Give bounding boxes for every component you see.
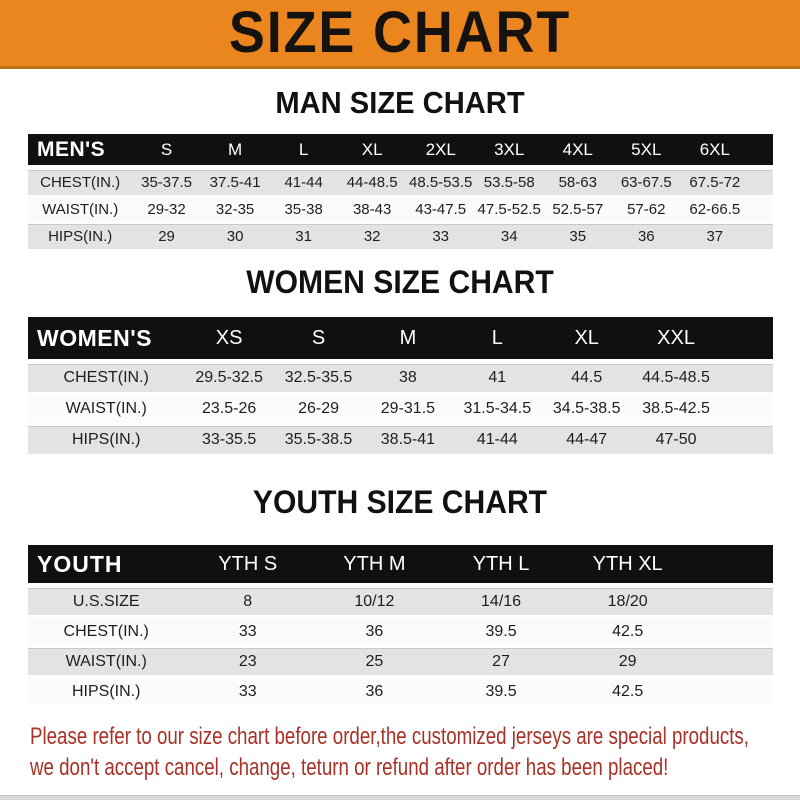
table-header-row xyxy=(28,317,773,359)
size-value-cell: 37.5-41 xyxy=(209,174,261,191)
measurement-label: CHEST(IN.) xyxy=(40,174,121,191)
size-value-cell: 35.5-38.5 xyxy=(284,431,353,448)
size-value-cell: 41 xyxy=(488,369,507,386)
size-value-cell: 67.5-72 xyxy=(689,174,741,191)
size-column-header: 6XL xyxy=(699,139,730,159)
table-title-cell: YOUTH xyxy=(37,550,123,577)
table-row xyxy=(28,648,773,675)
measurement-label: WAIST(IN.) xyxy=(65,652,147,670)
size-value-cell: 33-35.5 xyxy=(202,431,257,448)
size-value-cell: 38.5-42.5 xyxy=(642,400,710,417)
measurement-label: CHEST(IN.) xyxy=(63,622,149,640)
size-value-cell: 34 xyxy=(500,228,518,245)
section-men xyxy=(0,69,800,251)
table-row xyxy=(28,426,773,454)
size-value-cell: 31.5-34.5 xyxy=(463,400,532,417)
size-value-cell: 39.5 xyxy=(485,682,517,700)
size-column-header: S xyxy=(311,326,326,349)
size-value-cell: 58-63 xyxy=(558,174,597,191)
size-value-cell: 38 xyxy=(399,369,417,386)
size-value-cell: 44.5-48.5 xyxy=(642,369,710,386)
notice-line-2: we don't accept cancel, change, teturn or refund after order has been placed! xyxy=(30,754,669,781)
size-value-cell: 62-66.5 xyxy=(689,201,741,218)
banner-title: SIZE CHART xyxy=(228,0,572,65)
size-value-cell: 35 xyxy=(569,228,587,245)
size-value-cell: 31 xyxy=(295,228,312,245)
size-value-cell: 38.5-41 xyxy=(380,431,436,448)
measurement-label: U.S.SIZE xyxy=(72,592,140,610)
size-value-cell: 35-37.5 xyxy=(141,174,192,191)
size-value-cell: 41-44 xyxy=(284,174,323,191)
size-value-cell: 27 xyxy=(492,652,510,670)
size-value-cell: 41-44 xyxy=(476,431,518,448)
size-value-cell: 29-31.5 xyxy=(380,400,436,417)
table-row xyxy=(28,364,773,392)
size-value-cell: 32-35 xyxy=(215,201,255,218)
size-value-cell: 44-47 xyxy=(566,431,608,448)
size-column-header: YTH XL xyxy=(592,552,663,575)
size-value-cell: 36 xyxy=(637,228,655,245)
size-value-cell: 36 xyxy=(365,622,384,640)
notice-line-1: Please refer to our size chart before order,the customized jerseys are special products, xyxy=(30,723,750,750)
size-value-cell: 43-47.5 xyxy=(415,201,467,218)
size-value-cell: 14/16 xyxy=(481,592,522,610)
table-row xyxy=(28,197,773,222)
size-column-header: L xyxy=(298,139,309,159)
table-row xyxy=(28,618,773,645)
measurement-label: CHEST(IN.) xyxy=(63,369,149,386)
size-value-cell: 29 xyxy=(618,652,637,670)
men-section-heading: MAN SIZE CHART xyxy=(275,85,525,120)
size-value-cell: 37 xyxy=(706,228,724,245)
size-value-cell: 26-29 xyxy=(298,400,339,417)
section-women xyxy=(0,251,800,457)
table-row xyxy=(28,395,773,423)
size-column-header: 3XL xyxy=(494,139,525,159)
measurement-label: HIPS(IN.) xyxy=(71,682,141,700)
table-row xyxy=(28,678,773,705)
size-value-cell: 47-50 xyxy=(655,431,697,448)
size-value-cell: 53.5-58 xyxy=(483,174,535,191)
size-value-cell: 38-43 xyxy=(352,201,392,218)
bottom-edge-bar xyxy=(0,795,800,800)
size-value-cell: 42.5 xyxy=(612,682,644,700)
size-column-header: 5XL xyxy=(631,139,662,159)
size-column-header: XL xyxy=(361,139,383,159)
size-column-header: S xyxy=(160,139,173,159)
measurement-label: HIPS(IN.) xyxy=(48,228,113,245)
size-column-header: YTH S xyxy=(218,552,278,575)
size-value-cell: 29 xyxy=(158,228,175,245)
measurement-label: WAIST(IN.) xyxy=(65,400,147,417)
size-value-cell: 48.5-53.5 xyxy=(408,174,473,191)
size-value-cell: 33 xyxy=(238,682,257,700)
footer-notice xyxy=(30,721,800,783)
banner xyxy=(0,0,800,69)
size-column-header: YTH M xyxy=(343,552,406,575)
table-row xyxy=(28,224,773,249)
size-column-header: M xyxy=(399,326,417,349)
table-header-row xyxy=(28,134,773,165)
size-value-cell: 23.5-26 xyxy=(202,400,257,417)
size-value-cell: 52.5-57 xyxy=(552,201,604,218)
size-column-header: XXL xyxy=(657,326,695,349)
size-value-cell: 44-48.5 xyxy=(346,174,398,191)
measurement-label: WAIST(IN.) xyxy=(42,201,119,218)
size-value-cell: 44.5 xyxy=(571,369,603,386)
youth-section-heading: YOUTH SIZE CHART xyxy=(252,484,548,520)
table-header-row xyxy=(28,545,773,583)
table-title-cell: MEN'S xyxy=(37,137,106,161)
size-value-cell: 25 xyxy=(365,652,384,670)
size-value-cell: 29-32 xyxy=(147,201,186,218)
size-value-cell: 34.5-38.5 xyxy=(552,400,621,417)
size-value-cell: 29.5-32.5 xyxy=(195,369,263,386)
size-value-cell: 35-38 xyxy=(284,201,323,218)
size-value-cell: 36 xyxy=(365,682,384,700)
size-column-header: XL xyxy=(574,326,599,349)
section-youth xyxy=(0,457,800,708)
size-value-cell: 47.5-52.5 xyxy=(477,201,541,218)
youth-size-table xyxy=(28,545,773,705)
size-value-cell: 57-62 xyxy=(627,201,666,218)
table-row xyxy=(28,170,773,195)
size-column-header: L xyxy=(491,326,503,349)
size-value-cell: 23 xyxy=(238,652,257,670)
size-value-cell: 42.5 xyxy=(612,622,644,640)
size-value-cell: 30 xyxy=(226,228,244,245)
size-column-header: XS xyxy=(215,326,243,349)
size-column-header: 2XL xyxy=(425,139,456,159)
size-value-cell: 8 xyxy=(243,592,253,610)
size-value-cell: 33 xyxy=(432,228,450,245)
size-value-cell: 63-67.5 xyxy=(620,174,672,191)
table-row xyxy=(28,588,773,615)
measurement-label: HIPS(IN.) xyxy=(71,431,141,448)
size-value-cell: 33 xyxy=(238,622,257,640)
women-section-heading: WOMEN SIZE CHART xyxy=(246,264,554,300)
women-size-table xyxy=(28,317,773,454)
table-title-cell: WOMEN'S xyxy=(37,324,153,351)
men-size-table xyxy=(28,134,773,249)
size-column-header: M xyxy=(228,139,243,159)
size-column-header: 4XL xyxy=(562,139,593,159)
size-column-header: YTH L xyxy=(472,552,530,575)
size-value-cell: 18/20 xyxy=(607,592,648,610)
size-value-cell: 10/12 xyxy=(354,592,395,610)
size-value-cell: 32.5-35.5 xyxy=(284,369,353,386)
size-value-cell: 39.5 xyxy=(485,622,517,640)
size-value-cell: 32 xyxy=(363,228,381,245)
